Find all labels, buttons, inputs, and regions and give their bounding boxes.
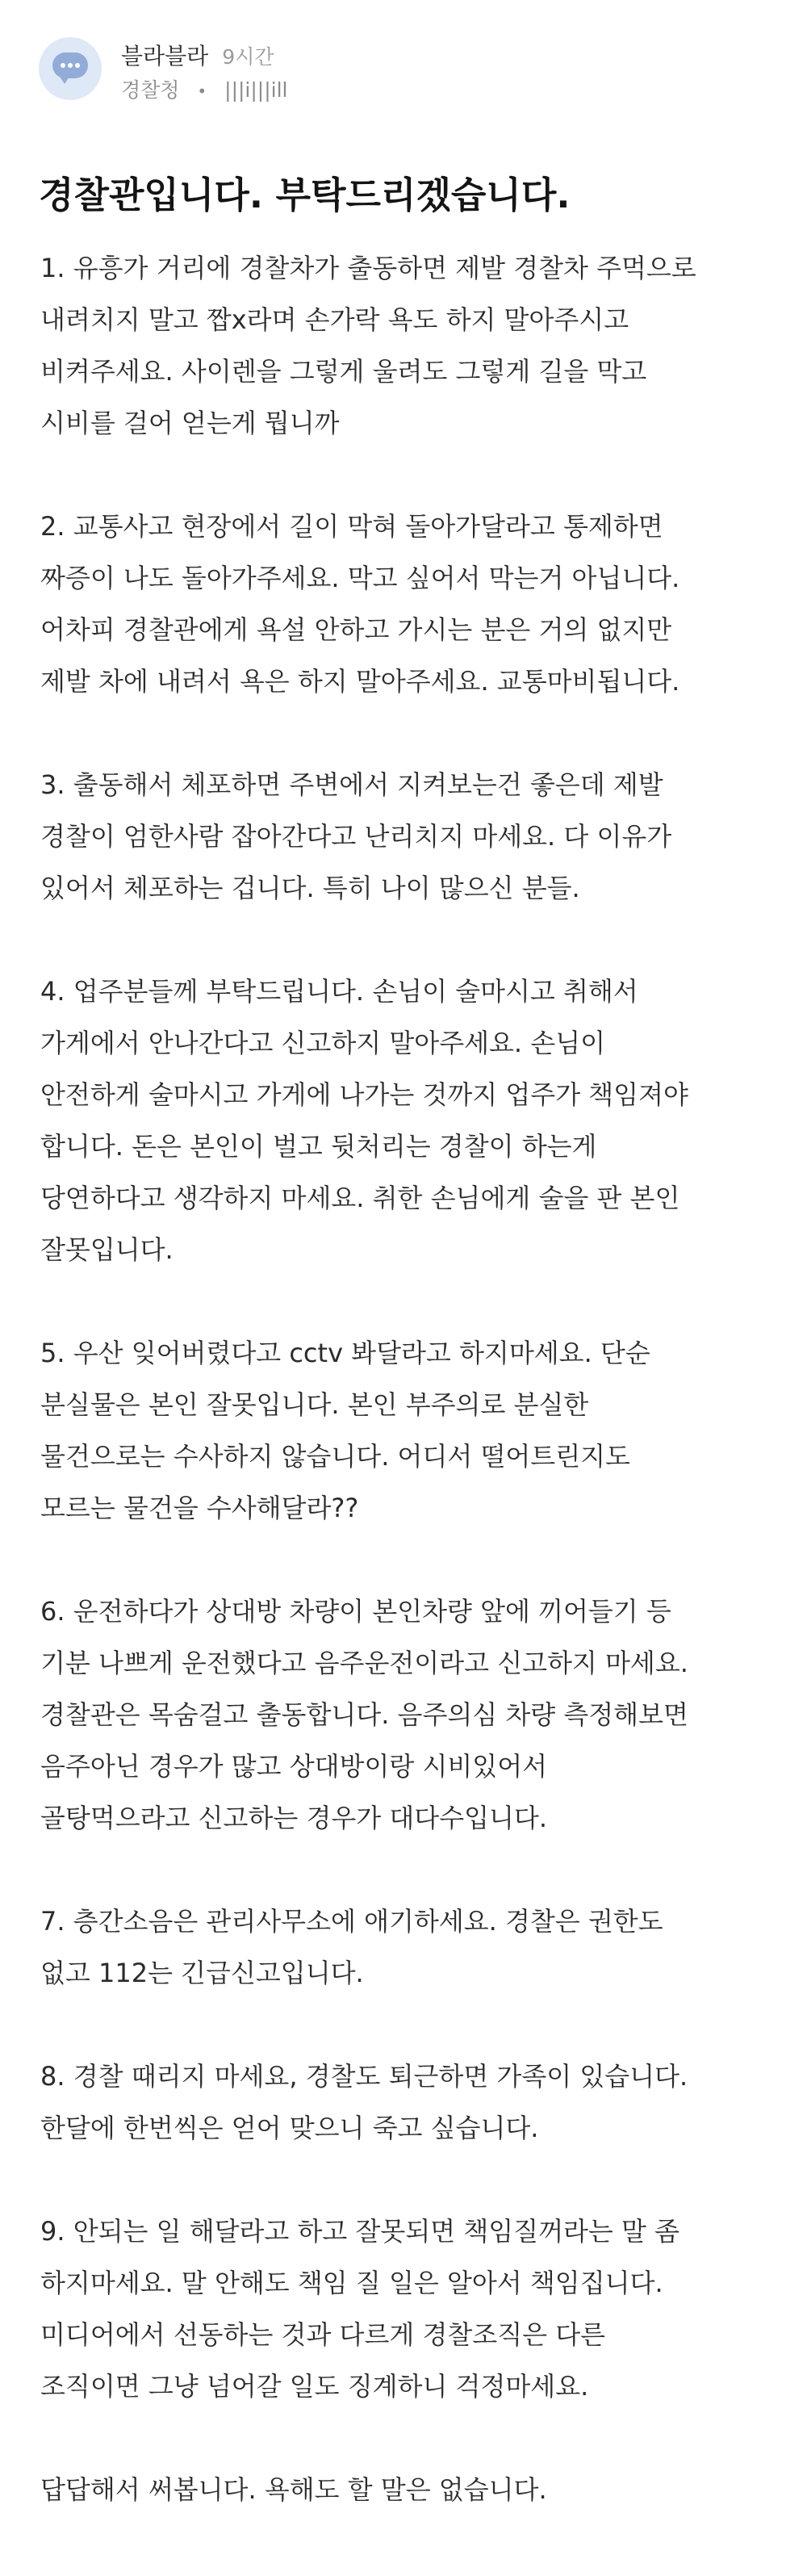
post-title: 경찰관입니다. 부탁드리겠습니다. <box>39 174 571 216</box>
paragraph-line: 미디어에서 선동하는 것과 다르게 경찰조직은 다른 <box>40 2319 606 2350</box>
paragraph-line: 안전하게 술마시고 가게에 나가는 것까지 업주가 책임져야 <box>40 1079 688 1110</box>
company-name[interactable]: 경찰청 <box>121 78 180 102</box>
paragraph-line: 합니다. 돈은 본인이 벌고 뒷처리는 경찰이 하는게 <box>40 1131 597 1162</box>
paragraph-line: 경찰관은 목숨걸고 출동합니다. 음주의심 차량 측정해보면 <box>40 1699 688 1730</box>
bubble-dot <box>68 63 73 68</box>
post-paragraph <box>40 1327 776 1534</box>
post-header <box>39 32 768 105</box>
post-time: 9시간 <box>222 45 274 69</box>
post-paragraph <box>40 1585 776 1844</box>
post-body <box>40 242 776 2567</box>
paragraph-line: 골탕먹으라고 신고하는 경우가 대다수입니다. <box>40 1803 548 1833</box>
paragraph-line: 조직이면 그냥 넘어갈 일도 징계하니 걱정마세요. <box>40 2371 589 2402</box>
paragraph-line: 2. 교통사고 현장에서 길이 막혀 돌아가달라고 통제하면 <box>40 511 663 542</box>
post-paragraph <box>40 242 776 449</box>
paragraph-line: 5. 우산 잊어버렸다고 cctv 봐달라고 하지마세요. 단순 <box>40 1338 650 1368</box>
author-nickname: |||i|||ill <box>224 78 288 102</box>
paragraph-line: 내려치지 말고 짭x라며 손가락 욕도 하지 말아주시고 <box>40 304 629 335</box>
post-paragraph <box>40 1895 776 1999</box>
post-paragraph <box>40 2205 776 2412</box>
paragraph-line: 하지마세요. 말 안해도 책임 질 일은 알아서 책임집니다. <box>40 2268 663 2298</box>
paragraph-line: 1. 유흥가 거리에 경찰차가 출동하면 제발 경찰차 주먹으로 <box>40 253 696 283</box>
paragraph-line: 비켜주세요. 사이렌을 그렇게 울려도 그렇게 길을 막고 <box>40 356 647 387</box>
avatar[interactable] <box>39 37 102 100</box>
author-name[interactable]: 블라블라 <box>121 43 209 69</box>
post-paragraph <box>40 2050 776 2154</box>
bubble-dot <box>61 63 65 68</box>
paragraph-line: 분실물은 본인 잘못입니다. 본인 부주의로 분실한 <box>40 1389 589 1420</box>
post-paragraph <box>40 759 776 914</box>
post-paragraph <box>40 501 776 707</box>
paragraph-line: 8. 경찰 때리지 마세요, 경찰도 퇴근하면 가족이 있습니다. <box>40 2061 688 2092</box>
speech-bubble-tail <box>58 74 71 84</box>
paragraph-line: 당연하다고 생각하지 마세요. 취한 손님에게 술을 판 본인 <box>40 1183 680 1213</box>
paragraph-line: 짜증이 나도 돌아가주세요. 막고 싶어서 막는거 아닙니다. <box>40 563 680 593</box>
paragraph-line: 음주아닌 경우가 많고 상대방이랑 시비있어서 <box>40 1751 548 1782</box>
author-meta <box>121 74 287 103</box>
paragraph-line: 경찰이 엄한사람 잡아간다고 난리치지 마세요. 다 이유가 <box>40 821 672 852</box>
paragraph-line: 답답해서 써봅니다. 욕해도 할 말은 없습니다. <box>40 2474 547 2505</box>
paragraph-line: 7. 층간소음은 관리사무소에 애기하세요. 경찰은 권한도 <box>40 1906 663 1937</box>
post-paragraph <box>40 965 776 1275</box>
paragraph-line: 물건으로는 수사하지 않습니다. 어디서 떨어트린지도 <box>40 1441 630 1472</box>
paragraph-line: 3. 출동해서 체포하면 주변에서 지켜보는건 좋은데 제발 <box>40 769 663 800</box>
paragraph-line: 제발 차에 내려서 욕은 하지 말아주세요. 교통마비됩니다. <box>40 666 680 697</box>
paragraph-line: 모르는 물건을 수사해달라?? <box>40 1493 359 1523</box>
meta-separator: • <box>197 82 207 101</box>
paragraph-line: 6. 운전하다가 상대방 차량이 본인차량 앞에 끼어들기 등 <box>40 1596 671 1627</box>
paragraph-line: 4. 업주분들께 부탁드립니다. 손님이 술마시고 취해서 <box>40 976 638 1007</box>
paragraph-line: 가게에서 안나간다고 신고하지 말아주세요. 손님이 <box>40 1028 606 1058</box>
author-line <box>121 39 274 71</box>
paragraph-line: 9. 안되는 일 해달라고 하고 잘못되면 책임질꺼라는 말 좀 <box>40 2216 679 2247</box>
paragraph-line: 한달에 한번씩은 얻어 맞으니 죽고 싶습니다. <box>40 2113 539 2143</box>
paragraph-line: 없고 112는 긴급신고입니다. <box>40 1958 364 1988</box>
paragraph-line: 시비를 걸어 얻는게 뭡니까 <box>40 408 340 438</box>
paragraph-line: 있어서 체포하는 겁니다. 특히 나이 많으신 분들. <box>40 873 580 903</box>
paragraph-line: 잘못입니다. <box>40 1234 174 1265</box>
paragraph-line: 기분 나쁘게 운전했다고 음주운전이라고 신고하지 마세요. <box>40 1648 688 1678</box>
bubble-dot <box>75 63 80 68</box>
paragraph-line: 어차피 경찰관에게 욕설 안하고 가시는 분은 거의 없지만 <box>40 614 672 645</box>
post-paragraph <box>40 2464 776 2515</box>
